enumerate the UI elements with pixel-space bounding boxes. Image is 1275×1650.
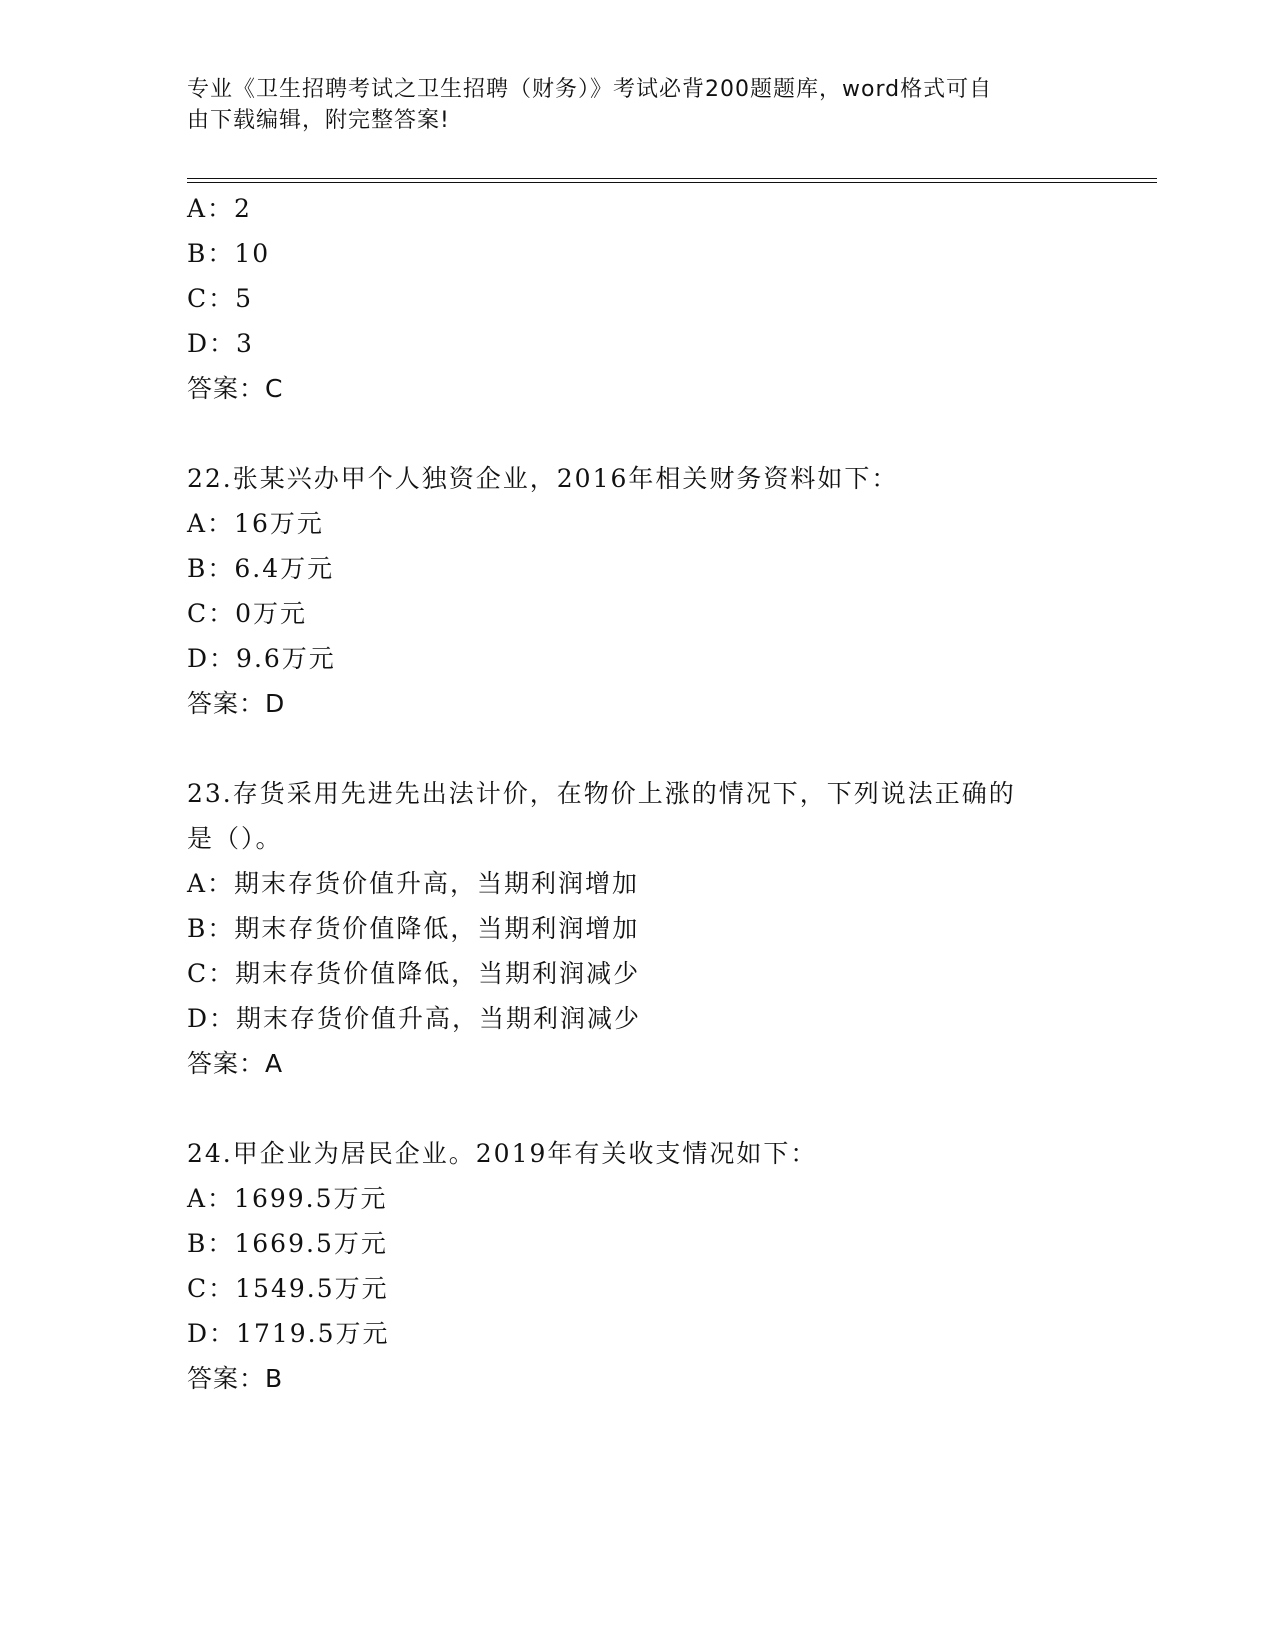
q22-option-c: C：0万元 — [187, 599, 308, 628]
q22-stem: 22.张某兴办甲个人独资企业，2016年相关财务资料如下： — [187, 464, 899, 493]
q24-option-a: A：1699.5万元 — [187, 1184, 388, 1213]
q24-answer: 答案：B — [187, 1364, 284, 1393]
q24-option-b: B：1669.5万元 — [187, 1229, 388, 1258]
q24-option-d: D：1719.5万元 — [187, 1319, 390, 1348]
header-line-1: 专业《卫生招聘考试之卫生招聘（财务）》考试必背200题题库，word格式可自 — [187, 77, 993, 102]
q21-option-a: A：2 — [187, 194, 252, 223]
q21-option-b: B：10 — [187, 239, 271, 268]
q23-stem-line-1: 23.存货采用先进先出法计价，在物价上涨的情况下，下列说法正确的 — [187, 779, 1016, 808]
header-line-2: 由下载编辑，附完整答案! — [187, 108, 450, 133]
q21-answer: 答案：C — [187, 374, 284, 403]
q22-option-d: D：9.6万元 — [187, 644, 336, 673]
q23-option-b: B：期末存货价值降低，当期利润增加 — [187, 914, 640, 943]
q23-option-d: D：期末存货价值升高，当期利润减少 — [187, 1004, 642, 1033]
q24-option-c: C：1549.5万元 — [187, 1274, 389, 1303]
q23-option-a: A：期末存货价值升高，当期利润增加 — [187, 869, 640, 898]
q24-stem: 24.甲企业为居民企业。2019年有关收支情况如下： — [187, 1139, 818, 1168]
header-rule-top — [187, 178, 1157, 179]
q23-stem-line-2: 是（）。 — [187, 824, 283, 853]
header-rule-bottom — [187, 182, 1157, 183]
q21-option-c: C：5 — [187, 284, 254, 313]
document-header — [187, 74, 1067, 136]
q23-answer: 答案：A — [187, 1049, 284, 1078]
q21-option-d: D：3 — [187, 329, 254, 358]
q22-answer: 答案：D — [187, 689, 286, 718]
q22-option-b: B：6.4万元 — [187, 554, 335, 583]
q22-option-a: A：16万元 — [187, 509, 324, 538]
q23-option-c: C：期末存货价值降低，当期利润减少 — [187, 959, 641, 988]
